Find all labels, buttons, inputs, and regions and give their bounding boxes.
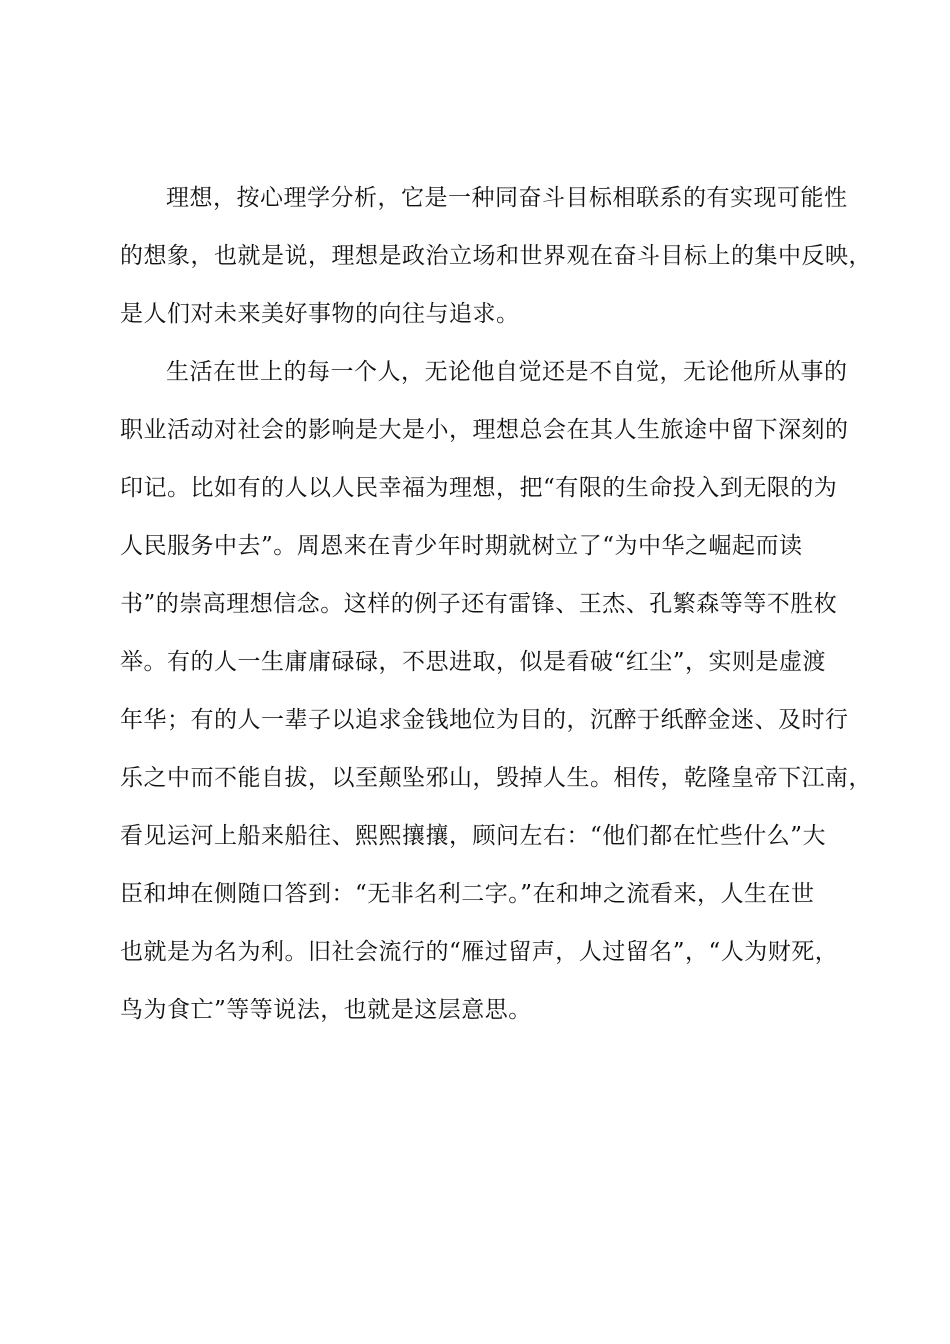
paragraph-2-line-10: 臣和坤在侧随口答到：“无非名利二字。”在和坤之流看来，人生在世 (120, 881, 815, 907)
paragraph-2-line-1: 生活在世上的每一个人，无论他自觉还是不自觉，无论他所从事的 (166, 359, 848, 385)
paragraph-2-line-2: 职业活动对社会的影响是大是小，理想总会在其人生旅途中留下深刻的 (120, 417, 849, 443)
paragraph-2-line-9: 看见运河上船来船往、熙熙攘攘，顾问左右：“他们都在忙些什么”大 (120, 823, 827, 849)
paragraph-2-line-3: 印记。比如有的人以人民幸福为理想，把“有限的生命投入到无限的为 (120, 475, 838, 501)
paragraph-1-line-1: 理想，按心理学分析，它是一种同奋斗目标相联系的有实现可能性 (166, 185, 848, 211)
paragraph-2-line-8: 乐之中而不能自拔，以至颠坠邪山，毁掉人生。相传，乾隆皇帝下江南， (120, 765, 872, 791)
paragraph-1-line-2: 的想象，也就是说，理想是政治立场和世界观在奋斗目标上的集中反映， (120, 243, 872, 269)
paragraph-2-line-6: 举。有的人一生庸庸碌碌，不思进取，似是看破“红尘”，实则是虚渡 (120, 649, 827, 675)
paragraph-2-line-11: 也就是为名为利。旧社会流行的“雁过留声，人过留名”，“人为财死， (120, 939, 839, 965)
paragraph-2-line-4: 人民服务中去”。周恩来在青少年时期就树立了“为中华之崛起而读 (120, 533, 803, 559)
paragraph-2-line-7: 年华；有的人一辈子以追求金钱地位为目的，沉醉于纸醉金迷、及时行 (120, 707, 849, 733)
paragraph-2-line-12: 鸟为食亡”等等说法，也就是这层意思。 (120, 997, 532, 1023)
paragraph-2-line-5: 书”的崇高理想信念。这样的例子还有雷锋、王杰、孔繁森等等不胜枚 (120, 591, 838, 617)
paragraph-1-line-3: 是人们对未来美好事物的向往与追求。 (120, 301, 520, 327)
